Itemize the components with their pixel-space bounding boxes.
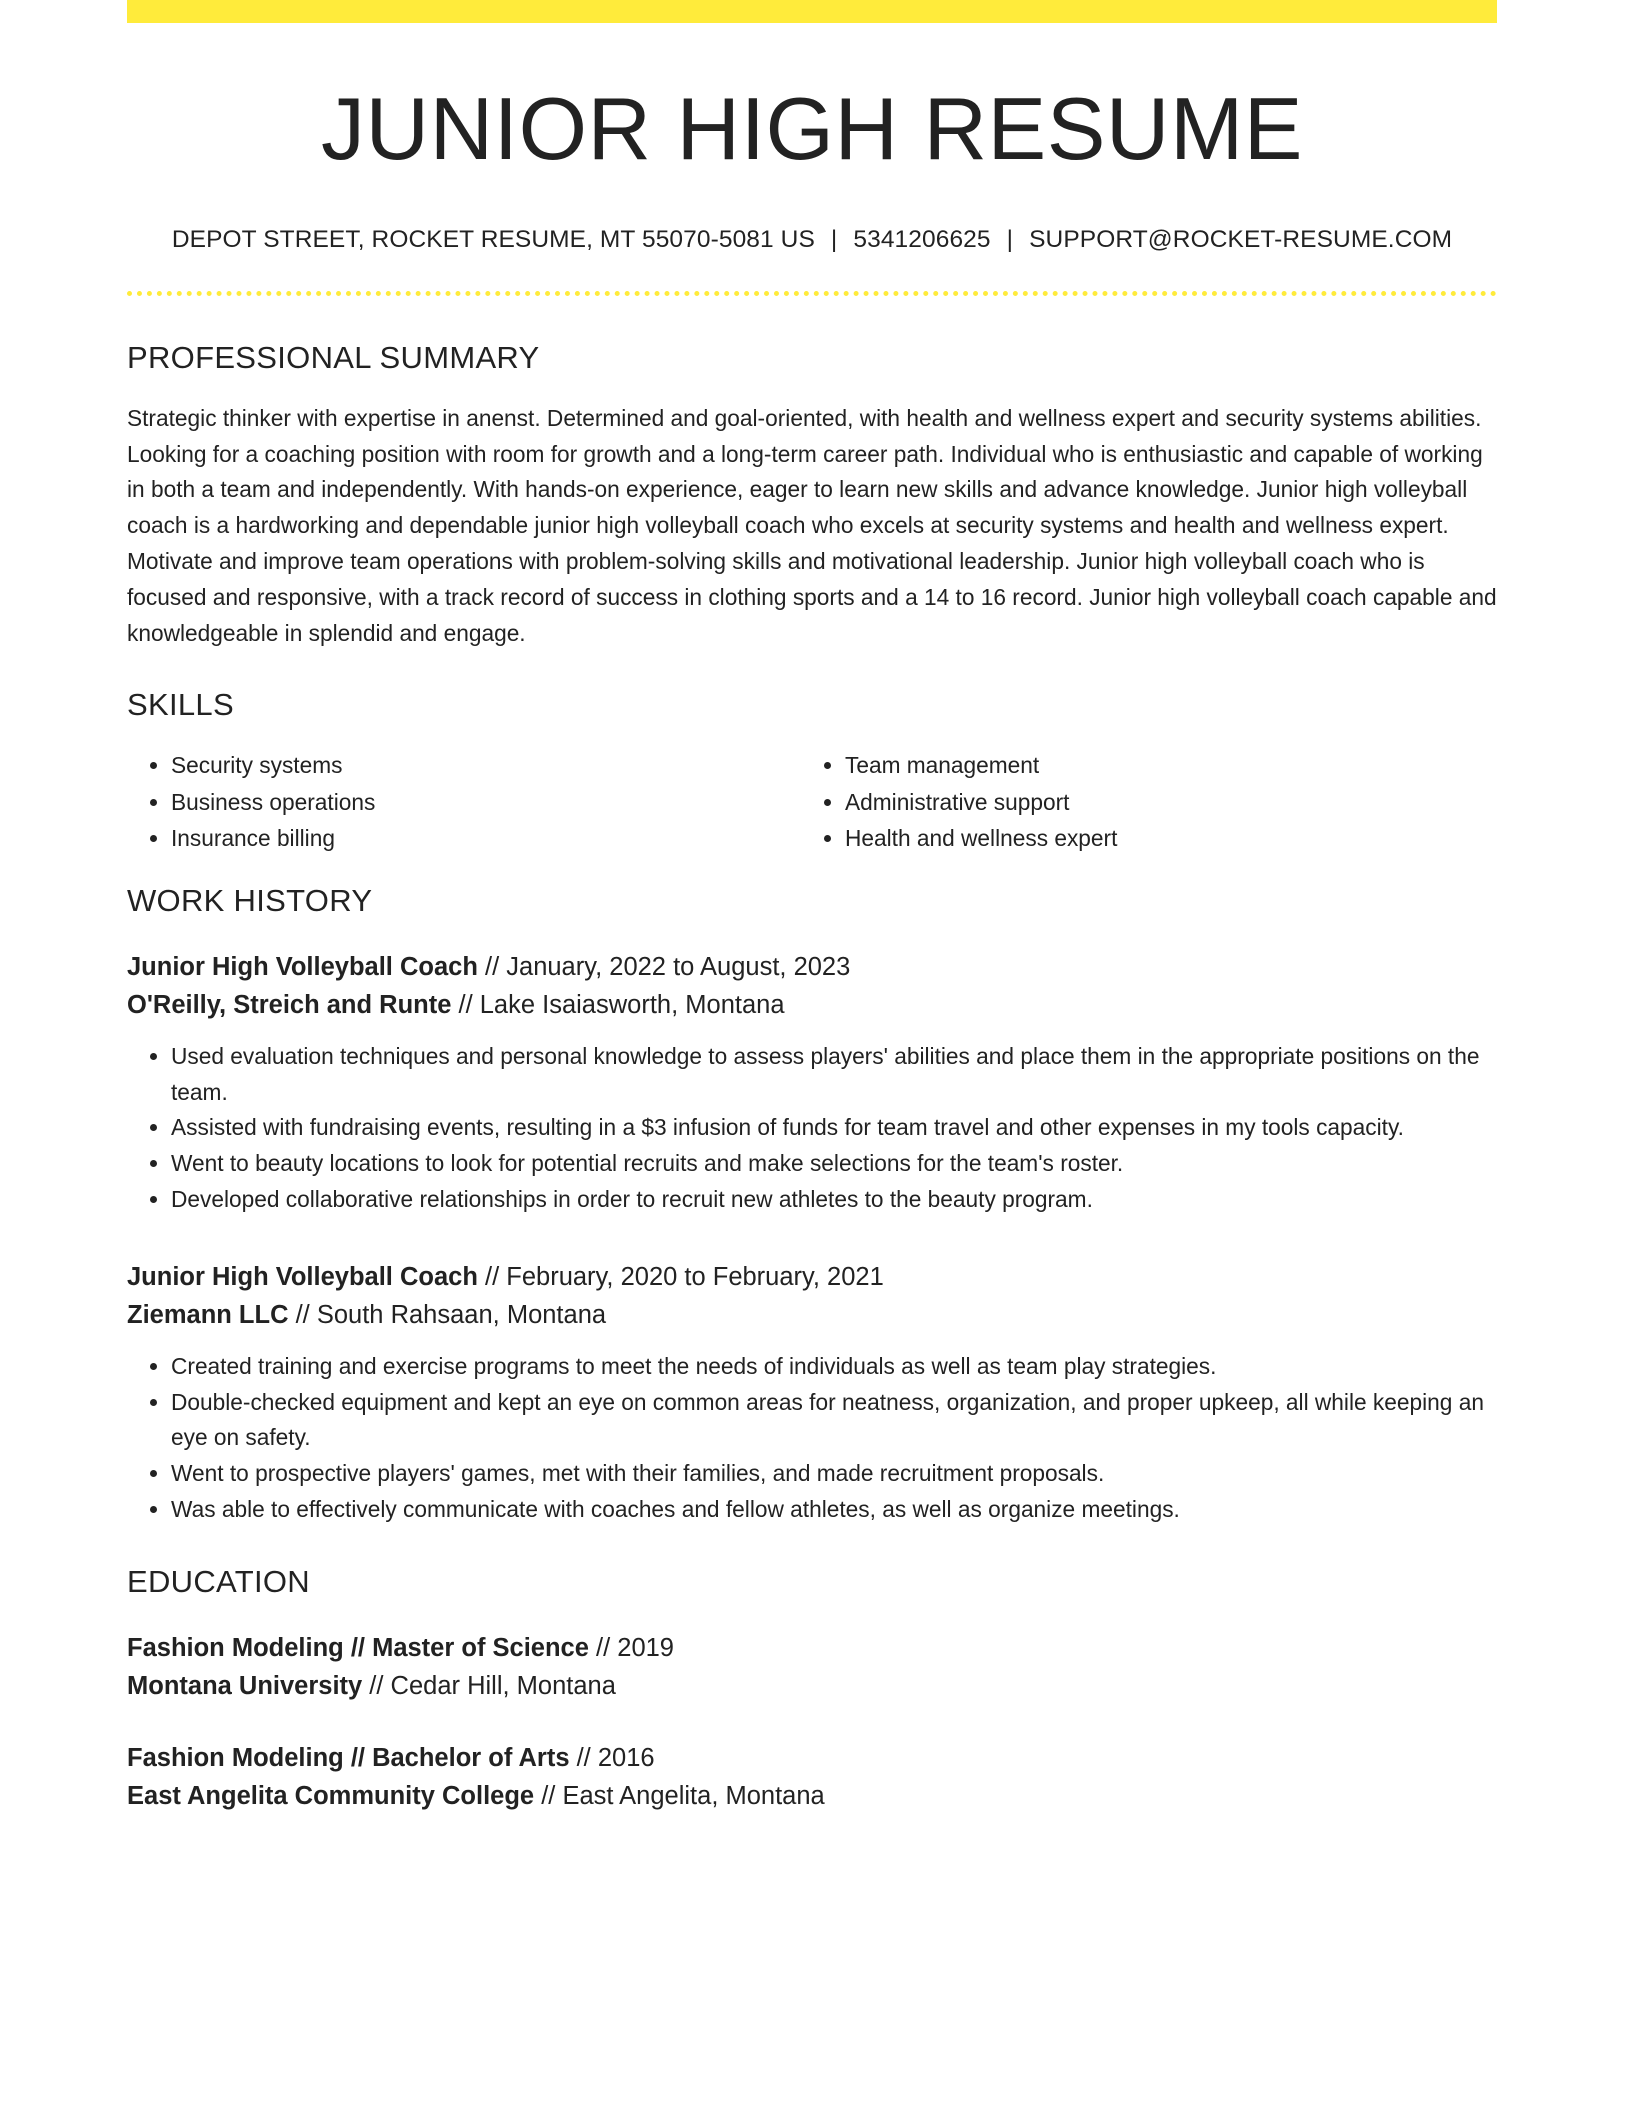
job-company: O'Reilly, Streich and Runte bbox=[127, 991, 452, 1020]
dotted-divider bbox=[127, 291, 1497, 296]
contact-separator: | bbox=[830, 225, 838, 253]
skill-item: • Team management bbox=[845, 747, 1475, 784]
job-company-line bbox=[127, 1296, 1497, 1335]
job-dates: // January, 2022 to August, 2023 bbox=[477, 952, 851, 981]
resume-page bbox=[127, 0, 1497, 1816]
education-degree-line bbox=[127, 1739, 1497, 1778]
education-degree-line bbox=[127, 1629, 1497, 1668]
education-location: // Cedar Hill, Montana bbox=[362, 1672, 616, 1701]
education-degree: Fashion Modeling // Master of Science bbox=[127, 1633, 589, 1662]
skills-list bbox=[127, 747, 1497, 857]
job-entry bbox=[127, 1258, 1497, 1528]
job-role: Junior High Volleyball Coach bbox=[127, 1262, 478, 1291]
education-location: // East Angelita, Montana bbox=[534, 1782, 825, 1811]
job-bullets bbox=[127, 1039, 1497, 1218]
education-heading: EDUCATION bbox=[127, 1563, 310, 1599]
contact-email: SUPPORT@ROCKET-RESUME.COM bbox=[1029, 225, 1453, 253]
skills-column-left bbox=[127, 747, 801, 857]
job-title-line bbox=[127, 948, 1497, 987]
job-title-line bbox=[127, 1258, 1497, 1297]
job-location: // Lake Isaiasworth, Montana bbox=[451, 991, 785, 1020]
education-school-line bbox=[127, 1667, 1497, 1706]
job-location: // South Rahsaan, Montana bbox=[288, 1301, 607, 1330]
skills-column-right bbox=[801, 747, 1475, 857]
job-dates: // February, 2020 to February, 2021 bbox=[477, 1262, 884, 1291]
skills-heading: SKILLS bbox=[127, 687, 234, 723]
job-bullet: • Double-checked equipment and kept an eye on common areas for neatness, organization, and proper upkeep, all while keeping an eye on safety. bbox=[171, 1385, 1497, 1457]
work-history-heading: WORK HISTORY bbox=[127, 882, 373, 918]
job-bullet: • Assisted with fundraising events, resulting in a $3 infusion of funds for team travel and other expenses in my tools capacity. bbox=[171, 1110, 1497, 1146]
skill-item: • Business operations bbox=[171, 784, 801, 821]
education-year: // 2019 bbox=[588, 1633, 674, 1662]
top-accent-bar bbox=[127, 0, 1497, 23]
contact-separator: | bbox=[1006, 225, 1014, 253]
resume-name-heading: JUNIOR HIGH RESUME bbox=[321, 79, 1303, 178]
job-bullet: • Was able to effectively communicate with coaches and fellow athletes, as well as organize meetings. bbox=[171, 1492, 1497, 1528]
summary-text: Strategic thinker with expertise in anenst. Determined and goal-oriented, with health and wellness expert and security systems abilities. Looking for a coaching position with room for growth and a long-term career path. Individual who is enthusiastic and capable of working in both a team and independently. With hands-on experience, eager to learn new skills and advance knowledge. Junior high volleyball coach is a hardworking and dependable junior high volleyball coach who excels at security systems and health and wellness expert. Motivate and improve team operations with problem-solving skills and motivational leadership. Junior high volleyball coach who is focused and responsive, with a track record of success in clothing sports and a 14 to 16 record. Junior high volleyball coach capable and knowledgeable in splendid and engage. bbox=[127, 404, 1497, 646]
contact-line bbox=[127, 226, 1497, 254]
skill-item: • Insurance billing bbox=[171, 820, 801, 857]
contact-address: DEPOT STREET, ROCKET RESUME, MT 55070-5081 US bbox=[171, 225, 815, 253]
job-bullet: • Developed collaborative relationships in order to recruit new athletes to the beauty program. bbox=[171, 1182, 1497, 1218]
job-role: Junior High Volleyball Coach bbox=[127, 952, 478, 981]
education-school: Montana University bbox=[127, 1672, 363, 1701]
education-year: // 2016 bbox=[569, 1743, 655, 1772]
job-company: Ziemann LLC bbox=[127, 1301, 289, 1330]
summary-heading: PROFESSIONAL SUMMARY bbox=[127, 339, 540, 375]
job-company-line bbox=[127, 986, 1497, 1025]
skill-item: • Security systems bbox=[171, 747, 801, 784]
education-degree: Fashion Modeling // Bachelor of Arts bbox=[127, 1743, 570, 1772]
job-bullet: • Went to prospective players' games, met with their families, and made recruitment proposals. bbox=[171, 1456, 1497, 1492]
education-school-line bbox=[127, 1777, 1497, 1816]
job-bullet: • Used evaluation techniques and personal knowledge to assess players' abilities and place them in the appropriate positions on the team. bbox=[171, 1039, 1497, 1111]
job-bullets bbox=[127, 1349, 1497, 1528]
skill-item: • Health and wellness expert bbox=[845, 820, 1475, 857]
education-school: East Angelita Community College bbox=[127, 1782, 535, 1811]
education-entry bbox=[127, 1629, 1497, 1706]
education-entry bbox=[127, 1739, 1497, 1816]
contact-phone: 5341206625 bbox=[853, 225, 991, 253]
job-bullet: • Created training and exercise programs to meet the needs of individuals as well as team play strategies. bbox=[171, 1349, 1497, 1385]
job-bullet: • Went to beauty locations to look for potential recruits and make selections for the team's roster. bbox=[171, 1146, 1497, 1182]
skill-item: • Administrative support bbox=[845, 784, 1475, 821]
job-entry bbox=[127, 948, 1497, 1218]
